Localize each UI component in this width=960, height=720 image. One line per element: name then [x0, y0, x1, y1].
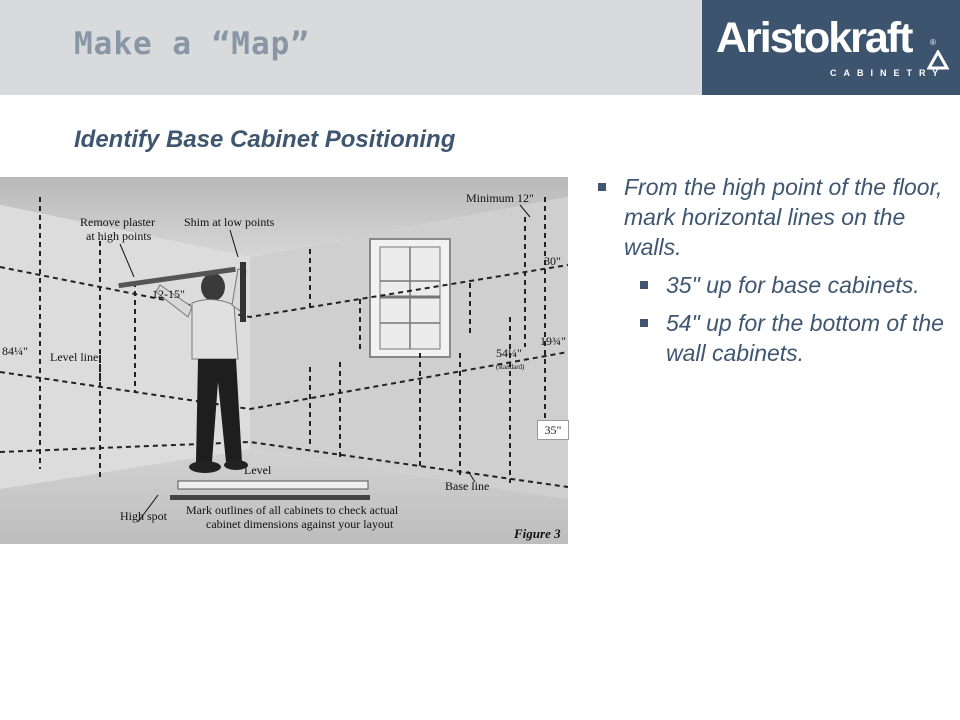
label-shim: Shim at low points	[184, 215, 275, 229]
bullet-text: From the high point of the floor, mark horizontal lines on the walls.	[624, 174, 943, 260]
slide-subtitle: Identify Base Cabinet Positioning	[74, 126, 456, 153]
label-height-left: 84¼"	[2, 344, 28, 358]
slide-title: Make a “Map”	[74, 26, 310, 62]
logo-trademark: ®	[930, 38, 936, 47]
brand-logo	[702, 0, 960, 95]
label-nineteen: 19¾"	[540, 334, 566, 348]
logo-triangle-icon	[927, 50, 949, 70]
bullet-list	[594, 172, 944, 376]
label-thirty: 30"	[544, 254, 561, 268]
label-figure: Figure 3	[514, 526, 561, 541]
bullet-item	[636, 270, 944, 300]
label-fiftyfour: 54¼"	[496, 346, 522, 360]
logo-wordmark: Aristokraft	[716, 14, 912, 62]
label-remove-plaster: Remove plaster	[80, 215, 155, 229]
label-level: Level	[244, 463, 272, 477]
label-high-points: at high points	[86, 229, 152, 243]
label-caption-2: cabinet dimensions against your layout	[206, 517, 394, 531]
height-badge: 35"	[537, 420, 569, 440]
label-gap: 12-15"	[152, 287, 185, 301]
label-standard: (standard)	[496, 363, 525, 371]
bullet-square-icon	[598, 183, 606, 191]
label-base-line: Base line	[445, 479, 490, 493]
label-minimum: Minimum 12"	[466, 191, 534, 205]
bullet-text: 35" up for base cabinets.	[666, 272, 920, 298]
bullet-item	[636, 308, 944, 368]
bullet-square-icon	[640, 319, 648, 327]
logo-tagline: CABINETRY	[830, 68, 946, 78]
room-diagram-photo	[0, 177, 568, 544]
bullet-item	[594, 172, 944, 262]
label-level-line: Level line	[50, 350, 99, 364]
bullet-square-icon	[640, 281, 648, 289]
label-caption-1: Mark outlines of all cabinets to check actual	[186, 503, 399, 517]
label-high-spot: High spot	[120, 509, 168, 523]
bullet-text: 54" up for the bottom of the wall cabinets.	[666, 310, 944, 366]
